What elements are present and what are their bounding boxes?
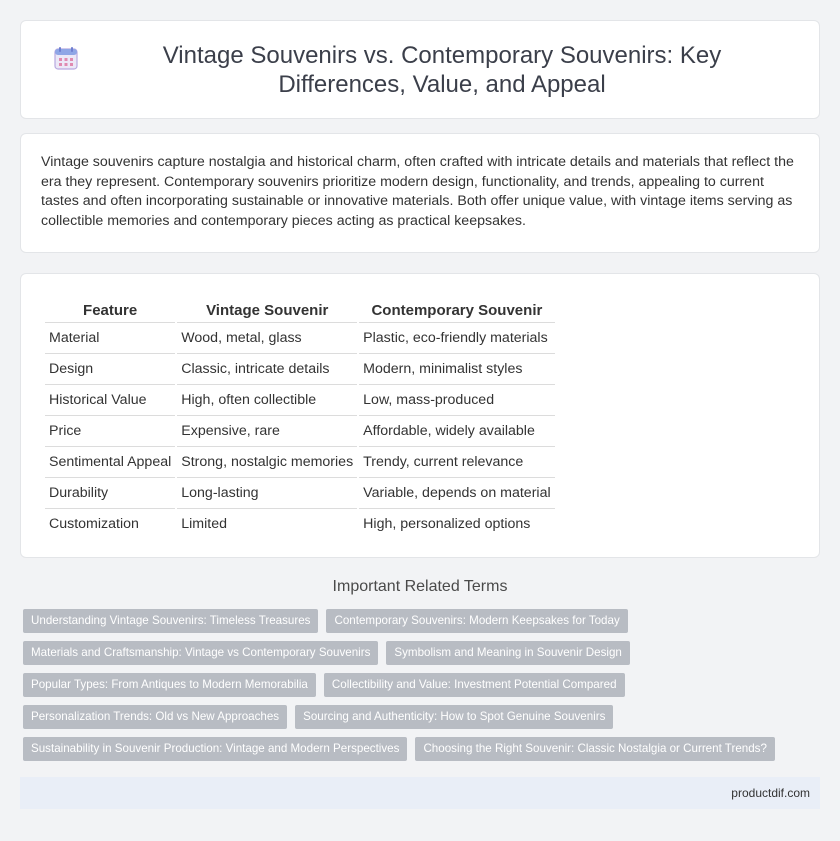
table-cell: Design — [45, 353, 175, 384]
footer — [20, 777, 820, 809]
table-row — [45, 477, 555, 508]
table-row — [45, 384, 555, 415]
related-term-tag[interactable]: Materials and Craftsmanship: Vintage vs Contemporary Souvenirs — [23, 641, 378, 665]
table-cell: Customization — [45, 508, 175, 539]
table-row — [45, 508, 555, 539]
tag-row — [23, 705, 823, 729]
table-cell: Material — [45, 322, 175, 353]
tag-row — [23, 641, 823, 665]
comparison-card — [20, 273, 820, 558]
table-row — [45, 353, 555, 384]
table-cell: Limited — [177, 508, 357, 539]
related-term-tag[interactable]: Contemporary Souvenirs: Modern Keepsakes for Today — [326, 609, 627, 633]
related-term-tag[interactable]: Symbolism and Meaning in Souvenir Design — [386, 641, 629, 665]
related-term-tag[interactable]: Understanding Vintage Souvenirs: Timeless Treasures — [23, 609, 318, 633]
table-cell: Variable, depends on material — [359, 477, 554, 508]
related-term-tag[interactable]: Sustainability in Souvenir Production: Vintage and Modern Perspectives — [23, 737, 407, 761]
table-cell: Affordable, widely available — [359, 415, 554, 446]
related-term-tag[interactable]: Choosing the Right Souvenir: Classic Nostalgia or Current Trends? — [415, 737, 774, 761]
column-header: Contemporary Souvenir — [371, 302, 543, 319]
table-cell: Sentimental Appeal — [45, 446, 175, 477]
related-term-tag[interactable]: Popular Types: From Antiques to Modern Memorabilia — [23, 673, 316, 697]
related-term-tag[interactable]: Sourcing and Authenticity: How to Spot Genuine Souvenirs — [295, 705, 613, 729]
column-header: Vintage Souvenir — [206, 302, 329, 319]
related-terms-list — [23, 609, 823, 769]
table-row — [45, 322, 555, 353]
footer-site-link[interactable]: productdif.com — [731, 786, 810, 800]
calendar-icon — [53, 45, 79, 71]
column-header: Feature — [83, 302, 138, 319]
table-cell: High, often collectible — [177, 384, 357, 415]
table-cell: Low, mass-produced — [359, 384, 554, 415]
related-term-tag[interactable]: Collectibility and Value: Investment Potential Compared — [324, 673, 625, 697]
tag-row — [23, 737, 823, 761]
table-cell: Price — [45, 415, 175, 446]
table-header-row — [45, 296, 555, 322]
table-cell: High, personalized options — [359, 508, 554, 539]
table-cell: Durability — [45, 477, 175, 508]
intro-card — [20, 133, 820, 253]
table-row — [45, 446, 555, 477]
related-term-tag[interactable]: Personalization Trends: Old vs New Approaches — [23, 705, 287, 729]
table-cell: Strong, nostalgic memories — [177, 446, 357, 477]
table-cell: Wood, metal, glass — [177, 322, 357, 353]
header-card — [20, 20, 820, 119]
related-terms-title: Important Related Terms — [332, 578, 508, 595]
tag-row — [23, 673, 823, 697]
table-cell: Plastic, eco-friendly materials — [359, 322, 554, 353]
table-cell: Long-lasting — [177, 477, 357, 508]
intro-paragraph: Vintage souvenirs capture nostalgia and historical charm, often crafted with intricate details and materials that reflect the era they represent. Contemporary souvenirs prioritize modern design, functionality, and trends, appealing to current tastes and often incorporating sustainable or innovative materials. Both offer unique value, with vintage items serving as collectible memories and contemporary pieces acting as practical keepsakes. — [41, 154, 794, 229]
table-cell: Historical Value — [45, 384, 175, 415]
table-cell: Modern, minimalist styles — [359, 353, 554, 384]
page-title: Vintage Souvenirs vs. Contemporary Souvenirs: Key Differences, Value, and Appeal — [162, 41, 722, 98]
table-row — [45, 415, 555, 446]
comparison-table — [43, 296, 557, 539]
tag-row — [23, 609, 823, 633]
table-cell: Classic, intricate details — [177, 353, 357, 384]
table-cell: Trendy, current relevance — [359, 446, 554, 477]
table-cell: Expensive, rare — [177, 415, 357, 446]
